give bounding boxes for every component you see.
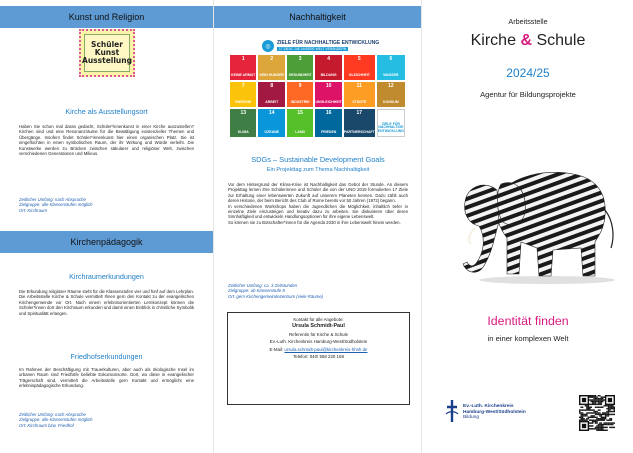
sign-line-2: Kunst <box>94 48 120 57</box>
kunst-info-umfang: Zeitlicher Umfang: nach Absprache <box>19 197 86 202</box>
logo-line-2: Hamburg-West/Südholstein <box>463 409 526 415</box>
sdg-info-umfang: Zeitlicher Umfang: ca. 3 Zeitstunden <box>228 283 298 288</box>
sdg-tile <box>315 55 341 80</box>
sdg-tile-label: KLIMA <box>237 130 249 135</box>
sdg-tile <box>377 55 405 80</box>
sdg-tile-label: LAND <box>295 130 306 135</box>
friedhof-info-zielgruppe: Zielgruppe: alle Klassenstufen möglich <box>19 417 93 423</box>
sdg-tile-number: 8 <box>270 82 274 89</box>
sdg-tile <box>230 109 256 137</box>
sdg-tile <box>344 82 375 107</box>
sdg-tile-grid <box>230 55 405 137</box>
heading-kunst-und-religion: Kunst und Religion <box>0 6 213 28</box>
cover-small-title: Arbeitsstelle <box>508 17 548 26</box>
un-globe-icon: ◎ <box>262 40 274 52</box>
cover-main-title <box>422 32 633 50</box>
sdg-tile-label: ARBEIT <box>265 99 279 104</box>
sdg-header <box>262 40 392 54</box>
sdg-tile-number: 10 <box>325 82 332 89</box>
sdg-tile-label: ZIELE FÜR NACHHALTIGE ENTWICKLUNG <box>377 121 404 134</box>
sdg-tile-label: KONSUM <box>383 99 399 104</box>
logo-line-1: Ev.-Luth. Kirchenkreis <box>463 404 514 409</box>
sdg-header-title: ZIELE FÜR NACHHALTIGE ENTWICKLUNG <box>277 40 380 46</box>
friedhof-info-ort: Ort: Kirchraum bzw. Friedhof <box>19 422 74 428</box>
subtitle-ausstellungsort: Kirche als Ausstellungsort <box>65 107 148 116</box>
sdg-tile <box>344 55 375 80</box>
friedhof-info <box>0 412 213 428</box>
sdg-tile-number: 16 <box>325 109 332 116</box>
contact-name: Ursula Schmidt-Paul <box>292 323 345 330</box>
sdg-tile-label: WASSER <box>383 73 399 77</box>
cover-agency: Agentur für Bildungsprojekte <box>480 90 576 99</box>
sdg-tile-label: UNGLEICHHEIT <box>315 99 342 104</box>
sdg-tile <box>344 109 375 137</box>
sdg-tile-number: 2 <box>270 56 274 62</box>
sdg-tile-number: 4 <box>327 56 331 62</box>
sdg-tile-label: KEINE ARMUT <box>231 73 256 77</box>
contact-org: Ev.-Luth. Kirchenkreis Hamburg-West/Südholstein <box>269 339 368 345</box>
sdg-info-ort: Ort: gern Kirchengemeindezentrum (viele Räume) <box>228 293 324 299</box>
sdg-title: SDGs – Sustainable Development Goals <box>251 155 385 164</box>
sdg-tile <box>377 109 405 137</box>
friedhof-body-text: Im Rahmen der Beschäftigung mit Trauerkulturen, aber auch als ökologische Insel im urbanen Raum sind Friedhöfe beliebte Exkursionsorte. Dort, wo diese in evangelischer Trägerschaft sind, vermittelt die Arbeitsstelle gern Kontakt und ermöglicht eine erlebnispädagogische Erkundung. <box>19 367 194 389</box>
panel-kunst-kirchenpaedagogik <box>0 0 213 453</box>
sdg-tile-label: KEIN HUNGER <box>259 73 284 77</box>
subtitle-kirchraumerkundungen: Kirchraumerkundungen <box>69 272 144 281</box>
kunst-body-text: Haben Sie schon mal daran gedacht, Schüler*innenkunst in einer Kirche auszustellen? Kirchen sind und eine Resonanzräume für die Bewältigung existenzieller Themen und Übergänge. Insofern findet Schüler*innenkunst hier einen organischen Platz. Sie ist eingeflochten in einen symbolischen Raum, der ihr Wirkung und Würde verleiht. Die Kunstwerke werden zu Brücken zwischen säkularer und religiöser Welt, zwischen verschiedenen Generationen und Milieus. <box>19 124 194 157</box>
cover-slogan: Identität finden <box>487 314 569 328</box>
sdg-body-text: Vor dem Hintergrund der Klima-Krise ist Nachhaltigkeit das Gebot der Stunde. An diesem Projekttag lernen Ihre Schülerinnen und Schüler die von der UNO 2015 formulierten 17 Ziele zur Erhaltung einer lebenswerten Zukunft auf unserem Planeten kennen. Dazu zählt auch deren Historie, der beim Bericht des Club of Rome bereits vor 50 Jahren (1972) begann. In verschiedenen Workshops haben die Jugendlichen die Möglichkeit, inhaltlich tiefer in einzelne Ziele einzusteigen und kreativ dazu zu arbeiten. Sie diskutieren über deren Sinnhaftigkeit und entwickeln Handlungsoptionen für ihre eigene Lebenswelt. So können sie zu Botschafter*innen für die Agenda 2030 in ihre Lebenswelt hinein werden. <box>228 182 408 225</box>
sdg-tile-number: 17 <box>356 109 363 116</box>
sdg-tile-number: 6 <box>389 56 393 62</box>
sdg-tile <box>287 109 313 137</box>
contact-phone: Telefon: 040/ 558 220 158 <box>293 354 344 360</box>
contact-role: Referentin für Kirche & Schule <box>288 331 349 337</box>
sdg-tile-label: INDUSTRIE <box>290 99 310 104</box>
contact-box <box>227 312 410 405</box>
cover-slogan-sub: in einer komplexen Welt <box>487 334 569 343</box>
sdg-tile <box>315 82 341 107</box>
kunst-info-ort: Ort: Kirchraum <box>19 207 47 213</box>
sdg-tile <box>377 82 405 107</box>
sdg-info-zielgruppe: Zielgruppe: ab Klassenstufe 8 <box>228 288 285 294</box>
contact-email-link[interactable]: ursula.schmidt-paul@kirchenkreis-hhsh.de <box>284 346 368 352</box>
qr-code[interactable] <box>579 395 615 431</box>
sdg-tile <box>287 82 313 107</box>
sdg-tile-label: PARTNERSCHAFT <box>343 130 375 135</box>
friedhof-info-umfang: Zeitlicher Umfang: nach Absprache <box>19 412 86 417</box>
sdg-tile <box>287 55 313 80</box>
sdg-tile-label: FRIEDEN <box>320 130 337 135</box>
sdg-tile-label: BILDUNG <box>320 73 337 77</box>
sdg-tile-number: 14 <box>268 109 275 116</box>
sdg-tile-label: OZEANE <box>264 130 279 135</box>
sdg-tile-label: GLEICHHEIT <box>348 73 370 77</box>
subtitle-friedhofserkundungen: Friedhofserkundungen <box>70 352 143 361</box>
sdg-info <box>214 283 421 299</box>
contact-email-line <box>228 346 409 353</box>
cover-title-kirche: Kirche <box>470 32 516 49</box>
sdg-tile-label: STÄDTE <box>352 99 367 104</box>
logo-line-3: Bildung <box>463 415 480 421</box>
panel-nachhaltigkeit <box>213 0 421 453</box>
sdg-tile <box>258 55 284 80</box>
contact-email-label: E-Mail: <box>269 346 284 352</box>
sdg-tile <box>315 109 341 137</box>
sdg-tile-number: 9 <box>298 82 302 89</box>
heading-nachhaltigkeit: Nachhaltigkeit <box>214 6 421 28</box>
schueler-kunst-ausstellung-sign <box>79 29 135 77</box>
cover-title-schule: Schule <box>536 32 586 49</box>
sign-line-1: Schüler <box>91 40 123 49</box>
panel-cover <box>421 0 633 453</box>
zebra-elephant-image <box>455 150 625 285</box>
sdg-tile-number: 15 <box>297 109 303 116</box>
sdg-tile <box>230 82 256 107</box>
kirchraum-body-text: Die Erkundung religiöser Räume steht für die Klassenstufen vier und fünf auf dem Lehrplan. Die Arbeitsstelle Kirche & Schule vermittelt Ihnen gern den Kontakt zu der evangelischen Kirchengemeinde vor Ort. Nach einem erlebnisorientierten Lernkonzept können die Schüler*innen dort den Kirchraum erkunden und damit einen Einblick in christliche Symbolik und Spiritualität erlangen. <box>19 289 194 316</box>
heading-kirchenpaedagogik: Kirchenpädagogik <box>0 231 213 253</box>
sdg-subtitle: Ein Projekttag zum Thema Nachhaltigkeit <box>266 167 370 173</box>
contact-intro: Kontakt für alle Angebote: <box>293 317 344 322</box>
kunst-info <box>0 197 213 213</box>
sdg-tile-number: 5 <box>357 56 361 62</box>
sdg-tile-label: ENERGIE <box>235 99 252 104</box>
kunst-info-zielgruppe: Zielgruppe: alle Klassenstufen möglich <box>19 202 93 208</box>
cover-year: 2024/25 <box>506 66 550 80</box>
sdg-tile-number: 3 <box>298 56 302 62</box>
sdg-tile-number: 11 <box>356 82 362 89</box>
sdg-tile <box>230 55 256 80</box>
sdg-tile-number: 13 <box>240 109 247 116</box>
sdg-tile-number: 1 <box>241 56 245 62</box>
sdg-tile <box>258 82 284 107</box>
sdg-tile <box>258 109 284 137</box>
sdg-tile-number: 7 <box>241 82 245 89</box>
cross-icon <box>445 400 459 422</box>
sdg-header-sub: 17 ZIELE, DIE UNSERE WELT VERÄNDERN <box>279 47 347 51</box>
kirchenkreis-logo <box>445 398 565 430</box>
sign-line-3: Ausstellung <box>82 56 132 65</box>
sdg-tile-label: GESUNDHEIT <box>288 73 312 77</box>
sdg-tile-number: 12 <box>388 82 394 89</box>
cover-title-ampersand: & <box>520 32 532 49</box>
